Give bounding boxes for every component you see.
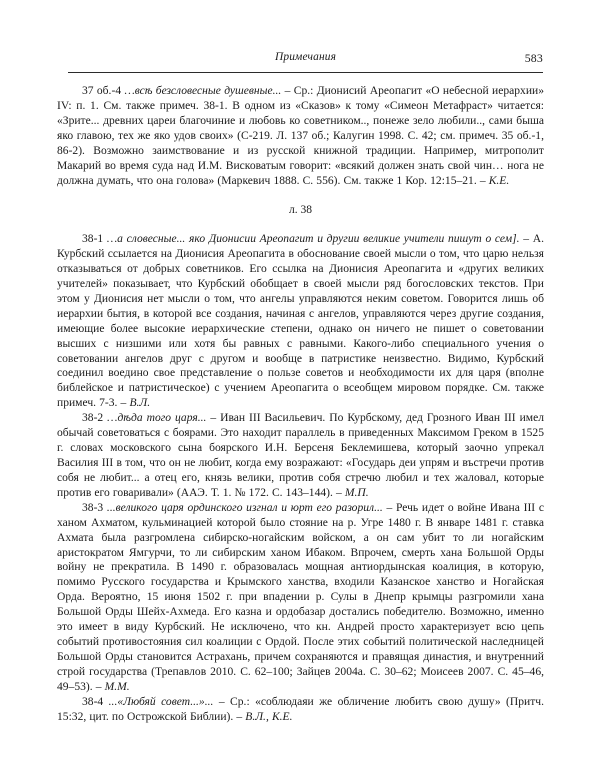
note-lemma-tail: ]. bbox=[512, 233, 524, 246]
note-reference: 38-1 bbox=[82, 233, 107, 246]
note-signature: К.Е. bbox=[488, 174, 510, 187]
note-lemma: ...великого царя ординского изгнал и юрт его разорил... bbox=[106, 501, 387, 514]
header-rule bbox=[68, 72, 543, 73]
running-head bbox=[68, 51, 543, 68]
note-lemma: …дѣда того царя... bbox=[107, 412, 211, 425]
note-body: – Ср.: Дионисий Ареопагит «О небесной иерархии» IV: п. 1. См. также примеч. 38-1. В одном из «Сказов» к тому «Симеон Метафраст» читается: «Зрите... древних цареи благочиние и любовь ко советником.., понеже зело любили.., сами быша яко главою, тех же яко удов своих» (С-219. Л. 137 об.; Калугин 1998. С. 42; см. примеч. 35 об.-1, 86-2). Возможно заимствование и из русской книжной традиции. Например, митрополит Макарий во время суда над И.М. Висковатым говорит: «всякий должен знать свой чин… нога не должна думать, что она голова» (Маркевич 1888. С. 556). См. также 1 Кор. 12:15–21. – bbox=[57, 85, 544, 187]
note-body: – Речь идет о войне Ивана III с ханом Ахматом, кульминацией которой было стояние на р. Угре 1480 г. В январе 1481 г. ставка Ахмата была разгромлена сибирско-ногайским войском, а он сам убит то ли ногайским аристократом Ямгурчи, то ли сибирским ханом Ибаком. Впрочем, смерть хана Большой Орды войну не прекратила. В 1490 г. образовалась мощная антиордынская коалиция, в которую, помимо Русского государства и Крымского ханства, входили Казанское ханство и Ногайская Орда. Вероятно, 15 июня 1502 г. при впадении р. Сулы в Днепр крымцы разгромили хана Большой Орды Шейх-Ахмеда. Его казна и ордобазар достались победителю. Возможно, именно это имеет в виду Курбский. Не исключено, что кн. Андрей просто характеризует всю цепь событий противостояния сил коалиции с Ордой. После этих событий политической наследницей Большой Орды становится Астрахань, причем сохраняются и правящая династия, и внутренний строй государства (Трепавлов 2010. С. 62–100; Зайцев 2004а. С. 30–62; Моисеев 2007. С. 45–46, 49–53). – bbox=[57, 501, 544, 693]
note-signature: В.Л. bbox=[129, 397, 151, 410]
note-signature: В.Л., К.Е. bbox=[245, 710, 293, 723]
note-entry bbox=[57, 501, 544, 695]
note-signature: М.М. bbox=[104, 680, 130, 693]
note-lemma: …а словесные... яко Дионисии Ареопагит и другии великие учители пишут о сем bbox=[106, 233, 513, 246]
folio-marker: л. 38 bbox=[288, 204, 313, 217]
note-reference: 37 об.-4 bbox=[82, 85, 125, 97]
note-body: – Иван III Васильевич. По Курбскому, дед Грозного Иван III имел обычай советоваться с боярами. Это находит параллель в приведенных Максимом Греком в 1525 г. словах московского сына боярского И.Н. Берсеня Беклемишева, который заочно упрекал Василия III в том, что он не любит, когда ему возражают: «Государь деи упрям и въстречи против собя не любит... а отец его, князь велики, против собя стречю любил и тех жаловал, которые против его говаривали» (ААЭ. Т. 1. № 172. С. 143–144). – bbox=[57, 412, 544, 499]
note-lemma: …всѣ безсловесные душевные... bbox=[124, 85, 285, 97]
note-text-block bbox=[57, 84, 544, 725]
note-body: – Ср.: «соблюдаяи же обличение любитъ свою душу» (Притч. 15:32, цит. по Острожской Библии). – bbox=[57, 695, 544, 723]
page-number: 583 bbox=[524, 51, 543, 65]
note-lemma: ...«Любяй совет...»... bbox=[108, 695, 219, 708]
note-signature: М.П. bbox=[344, 486, 369, 499]
note-entry bbox=[57, 84, 544, 188]
note-body: – А. Курбский ссылается на Дионисия Ареопагита в обоснование своей мысли о том, что царю нельзя отказываться от добрых советников. Его ссылка на Дионисия Ареопагита и «других великих учителей» показывает, что Курбский обобщает в своей мысли ряд богословских текстов. При этом у Дионисия нет мысли о том, что ангелы управляются неким советом. Говорится лишь об иерархии бытия, в которой все создания, начиная с ангелов, управляются через другие создания, имеющие более высокие иерархические степени, однако он ничего не пишет о советовании высших с низшими или хотя бы равных с равными. Какого-либо специального учения о советовании ангелов друг с другом и вообще в патристике неизвестно. Видимо, Курбский соединил воедино свое представление о пользе советов и необходимости их для царя (вполне библейское и патристическое) с учением Ареопагита о всеобщем мировом порядке. См. также примеч. 7-3. – bbox=[57, 233, 544, 410]
note-entry bbox=[57, 232, 544, 411]
running-head-title: Примечания bbox=[274, 51, 337, 63]
note-entry bbox=[57, 411, 544, 501]
note-reference: 38-3 bbox=[82, 501, 107, 514]
note-reference: 38-2 bbox=[82, 412, 108, 425]
note-reference: 38-4 bbox=[82, 695, 109, 708]
note-entry bbox=[57, 695, 544, 725]
